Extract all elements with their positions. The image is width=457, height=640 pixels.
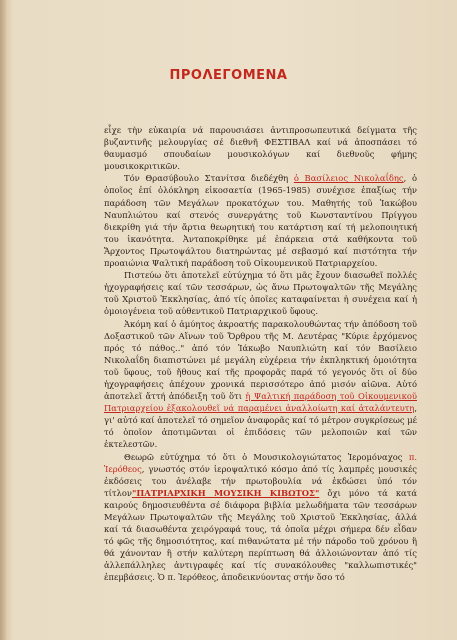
paragraph-2-text-b: , ὁ ὁποῖος ἐπί ὁλόκληρη εἰκοσαετία (1965-1985) συνέχισε ἐπαξίως τήν παράδοση τῶν Μεγάλων προκατόχων του. Μαθητής τοῦ Ἰακώβου Ναυπλιώτου καί στενός συνεργάτης τοῦ Κωνσταντίνου Πρίγγου διεκρίθη γιά τήν ἄρτια θεωρητική του κατάρτιση καί τή μελοποιητική του ἱκανότητα. Ἀνταποκρίθηκε μέ ἐπάρκεια στά καθήκοντα τοῦ Ἄρχοντος Πρωτοψάλτου διατηρώντας μέ σεβασμό καί πιστότητα τήν προαιώνια Ψαλτική παράδοση τοῦ Οἰκουμενικοῦ Πατριαρχείου. [104, 173, 418, 269]
paragraph-4-text-b: , γι' αὐτό καί ἀποτελεῖ τό σημεῖον ἀναφορᾶς καί τό μέτρον συγκρίσεως μέ τό ὁποῖον ἀποτιμῶνται οἱ ἐπιδόσεις τῶν μελοποιῶν καί τῶν ἐκτελεστῶν. [104, 403, 417, 450]
highlighted-statement: ἡ Ψαλτική παράδοση τοῦ Οἰκουμενικοῦ Πατριαρχείου ἐξακολουθεῖ νά παραμένει ἀναλλοίωτη καί ἀταλάντευτη [104, 391, 417, 414]
name-vasileios-nikolaidis: ὁ Βασίλειος Νικολαΐδης [293, 173, 404, 184]
page-title: ΠΡΟΛΕΓΟΜΕΝΑ [169, 68, 288, 83]
paragraph-2 [104, 172, 417, 269]
paragraph-5-text-b: , γνωστός στόν ἱεροψαλτικό κόσμο ἀπό τίς λαμπρές μουσικές ἐκδόσεις του ἀνέλαβε τήν πρωτοβουλία νά ἐκδώσει ὑπό τόν τίτλον [104, 463, 417, 498]
paragraph-4-text-a: Ἀκόμη καί ὁ ἀμύητος ἀκροατής παρακολουθώντας τήν ἀπόδοση τοῦ Δοξαστικοῦ τῶν Αἴνων τοῦ Ὄρθρου τῆς Μ. Δευτέρας "Κύριε ἐρχόμενος πρός τό πάθος.." ἀπό τόν Ἰάκωβο Ναυπλιώτη καί τόν Βασίλειο Νικολαΐδη διαπιστώνει μέ μεγάλη εὐχέρεια τήν ἐκπληκτική ὁμοιότητα τοῦ ὕφους, τοῦ ἤθους καί τῆς προφορᾶς παρά τό γεγονός ὅτι οἱ δύο ἠχογραφήσεις ἀπέχουν χρονικά περισσότερο ἀπό μισόν αἰῶνα. Αὐτό ἀποτελεῖ ἄττή ἀπόδειξη τοῦ ὅτι [104, 318, 417, 402]
paragraph-5-text-a: Θεωρῶ εὐτύχημα τό ὅτι ὁ Μουσικολογιώτατος Ἱερομόναχος [124, 451, 409, 462]
page-spine-shadow [0, 0, 6, 640]
paragraph-2-text-a: Τόν Θρασύβουλο Στανίτσα διεδέχθη [124, 173, 294, 184]
paragraph-5 [104, 451, 417, 584]
body-text [104, 124, 417, 584]
paragraph-1: εἶχε τὴν εὐκαιρία νά παρουσιάσει ἀντιπροσωπευτικά δείγματα τῆς βυζαντινῆς μελουργίας σέ διεθνῆ ΦΕΣΤΙΒΑΛ καί νά ἀποσπάσει τό θαυμασμό σπουδαίων μουσικολόγων καί διεθνοῦς φήμης μουσικοκριτικῶν. [104, 125, 417, 172]
paragraph-4 [104, 318, 417, 451]
book-title: "ΠΑΤΡΙΑΡΧΙΚΗ ΜΟΥΣΙΚΗ ΚΙΒΩΤΟΣ" [132, 487, 320, 498]
paragraph-5-text-c: ὄχι μόνο τά κατά καιρούς δημοσιευθέντα σέ διάφορα βιβλία μελωδήματα τῶν τεσσάρων Μεγάλων Πρωτοψαλτῶν τῆς Μεγάλης τοῦ Χριστοῦ Ἐκκλησίας, ἀλλά καί τά διασωθέντα χειρόγραφά τους, τά ὁποῖα μέχρι σήμερα δέν εἶδαν τό φῶς τῆς δημοσιότητος, καί πιθανώτατα μέ τήν πάροδο τοῦ χρόνου ἢ θά χάνονταν ἢ στήν καλύτερη περίπτωση θά ἀλλοιώνονταν ἀπό τίς ἀλλεπάλληλες ἀντιγραφές καί τίς συνακόλουθες "καλλωπιστικές" ἐπεμβάσεις. Ὁ π. Ἰερόθεος, ἀποδεικνύοντας στήν ὅσο τό [104, 487, 418, 583]
paragraph-3: Πιστεύω ὅτι ἀποτελεῖ εὐτύχημα τό ὅτι μᾶς ἔχουν διασωθεῖ πολλές ἠχογραφήσεις καί τῶν τεσσάρων, ὡς ἄνω Πρωτοψαλτῶν τῆς Μεγάλης τοῦ Χριστοῦ Ἐκκλησίας, ἀπό τίς ὁποῖες καταφαίνεται ἡ συνέχεια καί ἡ ὁμοιογένεια τοῦ αὐθεντικοῦ Πατριαρχικοῦ ὕφους. [104, 270, 417, 317]
name-fr-ierotheos: π. Ἰερόθεος [104, 451, 417, 474]
